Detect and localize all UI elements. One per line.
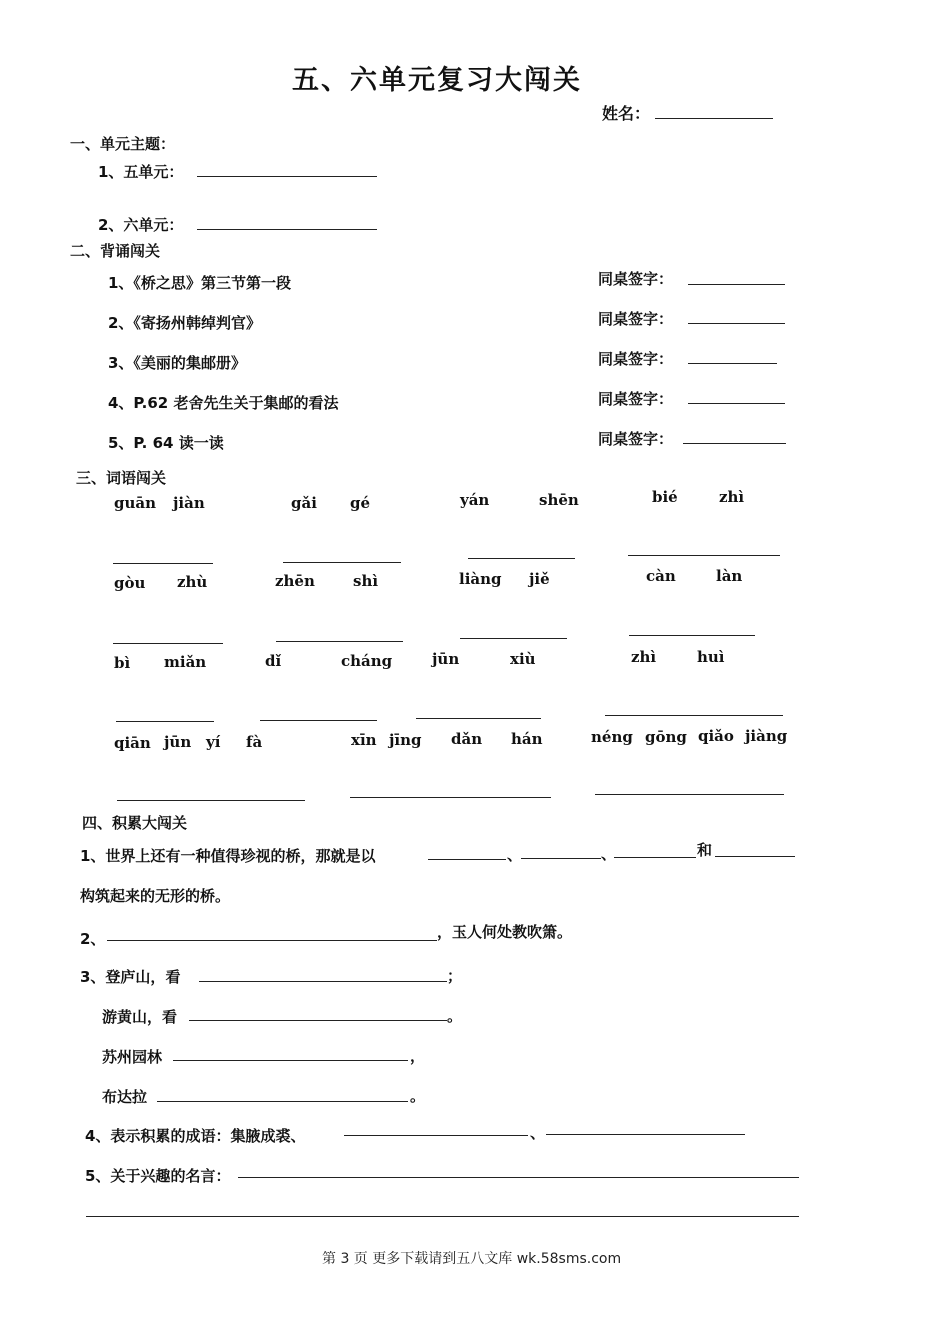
unit5-blank[interactable] xyxy=(197,176,377,177)
word-blank[interactable] xyxy=(460,638,567,639)
word-blank[interactable] xyxy=(113,643,223,644)
pinyin: hán xyxy=(511,730,543,748)
q1-blank-4[interactable] xyxy=(715,856,795,857)
pinyin: zhì xyxy=(719,488,745,506)
q2-suffix: ，玉人何处教吹箫。 xyxy=(437,923,573,941)
pinyin: néng xyxy=(591,728,633,746)
q3-end-1: ； xyxy=(447,967,463,985)
q4-sep: 、 xyxy=(530,1124,546,1142)
pinyin: bié xyxy=(652,488,678,506)
recite-sign-label-2: 同桌签字： xyxy=(598,310,674,328)
name-label: 姓名： xyxy=(602,104,651,123)
pinyin: zhēn xyxy=(275,572,315,590)
unit6-blank[interactable] xyxy=(197,229,377,230)
unit5-label: 1、五单元： xyxy=(98,163,184,181)
q5-label: 5、关于兴趣的名言： xyxy=(85,1167,231,1185)
pinyin: gé xyxy=(350,494,371,512)
q1-blank-1[interactable] xyxy=(428,859,506,860)
q1-blank-3[interactable] xyxy=(614,857,696,858)
q3-line-2: 游黄山，看 xyxy=(102,1008,178,1026)
recite-sign-label-4: 同桌签字： xyxy=(598,390,674,408)
pinyin: gōng xyxy=(645,728,687,746)
name-blank[interactable] xyxy=(655,118,773,119)
pinyin: shì xyxy=(353,572,379,590)
pinyin: yí xyxy=(206,733,221,751)
recite-sign-blank-3[interactable] xyxy=(688,363,777,364)
pinyin: xīn xyxy=(351,731,377,749)
pinyin: jīng xyxy=(389,731,422,749)
recite-sign-label-5: 同桌签字： xyxy=(598,430,674,448)
q3-blank-2[interactable] xyxy=(189,1020,447,1021)
q1-continuation: 构筑起来的无形的桥。 xyxy=(80,887,231,905)
q4-blank-2[interactable] xyxy=(546,1134,745,1135)
pinyin: yán xyxy=(460,491,490,509)
pinyin: bì xyxy=(114,654,131,672)
pinyin: gòu xyxy=(114,574,146,592)
section3-heading: 三、词语闯关 xyxy=(76,469,167,487)
word-blank[interactable] xyxy=(629,635,755,636)
word-blank[interactable] xyxy=(276,641,403,642)
word-blank[interactable] xyxy=(113,563,213,564)
q3-line-4: 布达拉 xyxy=(102,1088,148,1106)
recite-sign-blank-1[interactable] xyxy=(688,284,785,285)
q3-end-4: 。 xyxy=(410,1087,426,1105)
recite-sign-label-1: 同桌签字： xyxy=(598,270,674,288)
q3-end-2: 。 xyxy=(447,1007,463,1025)
pinyin: zhù xyxy=(177,573,208,591)
recite-sign-label-3: 同桌签字： xyxy=(598,350,674,368)
q2-blank[interactable] xyxy=(107,940,437,941)
q1-sep-1: 、 xyxy=(507,846,523,864)
q3-line-3: 苏州园林 xyxy=(102,1048,163,1066)
q3-blank-3[interactable] xyxy=(173,1060,408,1061)
pinyin: shēn xyxy=(539,491,579,509)
word-blank[interactable] xyxy=(260,720,377,721)
word-blank[interactable] xyxy=(416,718,541,719)
pinyin: qiǎo xyxy=(698,727,734,745)
q2-number: 2、 xyxy=(80,930,106,948)
pinyin: guān xyxy=(114,494,157,512)
recite-item-1: 1、《桥之思》第三节第一段 xyxy=(108,274,291,292)
pinyin: dǐ xyxy=(265,652,282,670)
q3-blank-4[interactable] xyxy=(157,1101,408,1102)
unit6-label: 2、六单元： xyxy=(98,216,184,234)
q5-blank-2[interactable] xyxy=(86,1216,799,1217)
q5-blank-1[interactable] xyxy=(238,1177,799,1178)
pinyin: fà xyxy=(246,733,263,751)
q1-sep-2: 、 xyxy=(601,845,617,863)
pinyin: jiàn xyxy=(173,494,205,512)
page-footer: 第 3 页 更多下载请到五八文库 wk.58sms.com xyxy=(322,1251,622,1267)
pinyin: zhì xyxy=(631,648,657,666)
q3-line-1: 3、登庐山，看 xyxy=(80,968,181,986)
pinyin: huì xyxy=(697,648,725,666)
section2-heading: 二、背诵闯关 xyxy=(70,242,161,260)
section4-heading: 四、积累大闯关 xyxy=(82,814,188,832)
q4-blank-1[interactable] xyxy=(344,1135,528,1136)
word-blank[interactable] xyxy=(116,721,214,722)
recite-sign-blank-4[interactable] xyxy=(688,403,785,404)
recite-item-5: 5、P. 64 读一读 xyxy=(108,434,224,452)
section1-heading: 一、单元主题： xyxy=(70,135,176,153)
word-blank[interactable] xyxy=(468,558,575,559)
pinyin: jūn xyxy=(432,650,460,668)
word-blank[interactable] xyxy=(628,555,780,556)
recite-item-3: 3、《美丽的集邮册》 xyxy=(108,354,246,372)
pinyin: jūn xyxy=(164,733,192,751)
pinyin: jiàng xyxy=(745,727,788,745)
q4-label: 4、表示积累的成语：集腋成裘、 xyxy=(85,1127,306,1145)
word-blank[interactable] xyxy=(595,794,784,795)
word-blank[interactable] xyxy=(350,797,551,798)
pinyin: càn xyxy=(646,567,676,585)
recite-item-4: 4、P.62 老舍先生关于集邮的看法 xyxy=(108,394,339,412)
word-blank[interactable] xyxy=(283,562,401,563)
pinyin: gǎi xyxy=(291,494,317,512)
q3-end-3: ， xyxy=(410,1047,426,1065)
pinyin: jiě xyxy=(529,570,550,588)
recite-sign-blank-5[interactable] xyxy=(683,443,786,444)
q1-prefix: 1、世界上还有一种值得珍视的桥，那就是以 xyxy=(80,847,376,865)
recite-item-2: 2、《寄扬州韩绰判官》 xyxy=(108,314,261,332)
q1-blank-2[interactable] xyxy=(521,858,601,859)
q1-and: 和 xyxy=(697,841,713,859)
q3-blank-1[interactable] xyxy=(199,981,447,982)
pinyin: liàng xyxy=(459,570,502,588)
word-blank[interactable] xyxy=(117,800,305,801)
page-title: 五、六单元复习大闯关 xyxy=(292,65,582,96)
pinyin: xiù xyxy=(510,650,536,668)
pinyin: dǎn xyxy=(451,730,483,748)
pinyin: qiān xyxy=(114,734,151,752)
pinyin: miǎn xyxy=(164,653,207,671)
pinyin: làn xyxy=(716,567,743,585)
word-blank[interactable] xyxy=(605,715,783,716)
recite-sign-blank-2[interactable] xyxy=(688,323,785,324)
pinyin: cháng xyxy=(341,652,393,670)
